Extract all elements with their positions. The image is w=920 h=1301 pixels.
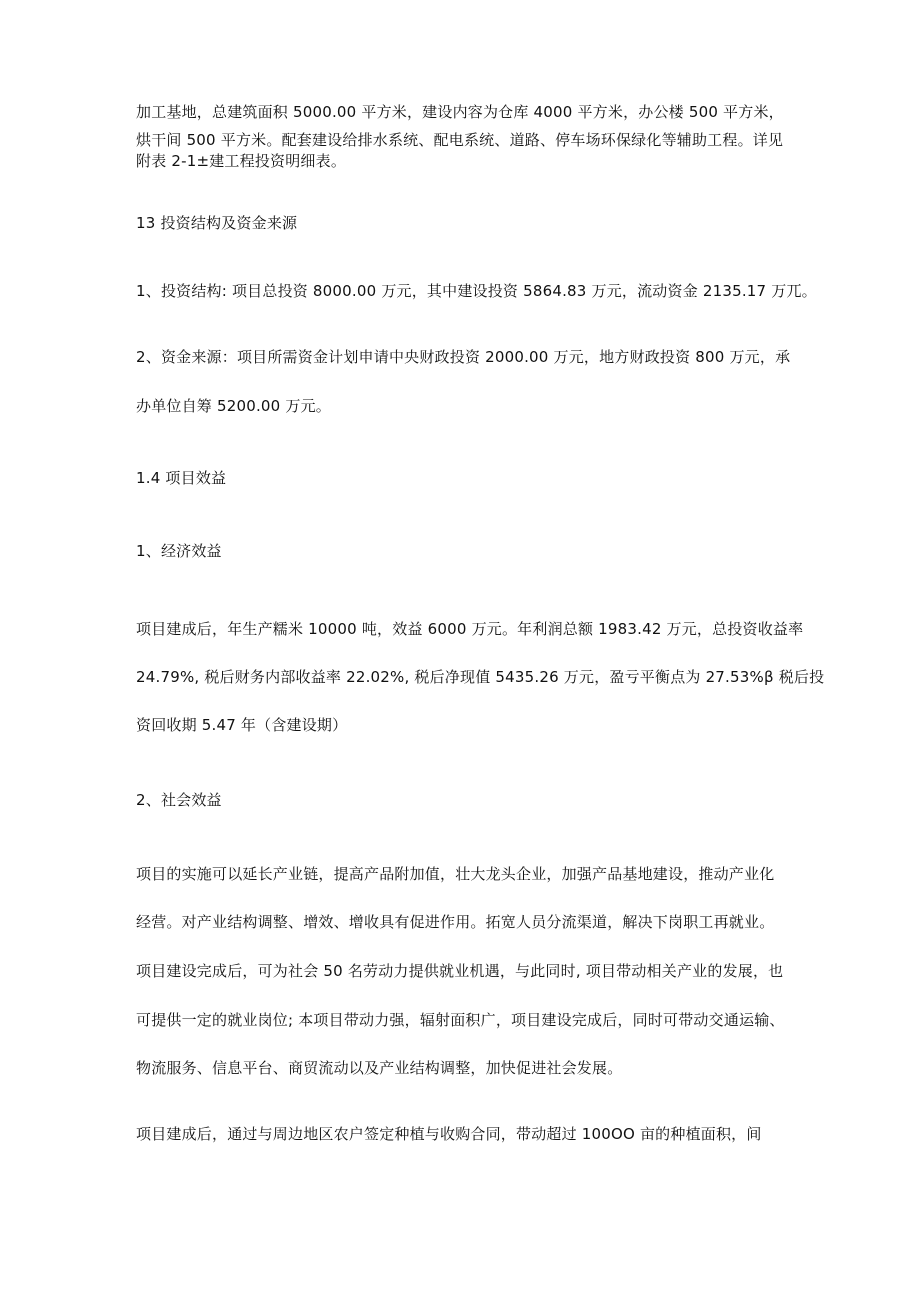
economic-benefit-line-1: 项目建成后，年生产糯米 10000 吨，效益 6000 万元。年利润总额 1983.42 万元，总投资收益率 xyxy=(136,620,804,638)
social-benefit-line-2: 经营。对产业结构调整、增效、增收具有促进作用。拓宽人员分流渠道，解决下岗职工再就业。 xyxy=(136,913,775,931)
intro-line-1: 加工基地，总建筑面积 5000.00 平方米，建设内容为仓库 4000 平方米，办公楼 500 平方米， xyxy=(136,103,784,121)
intro-line-3: 附表 2-1±建工程投资明细表。 xyxy=(136,152,347,170)
investment-structure-paragraph: 1、投资结构: 项目总投资 8000.00 万元，其中建设投资 5864.83 万元，流动资金 2135.17 万兀。 xyxy=(136,282,817,300)
section-1-3-heading: 13 投资结构及资金来源 xyxy=(136,214,298,232)
funding-source-line-2: 办单位自筹 5200.00 万元。 xyxy=(136,397,331,415)
intro-line-2: 烘干间 500 平方米。配套建设给排水系统、配电系统、道路、停车场环保绿化等辅助工程。详见 xyxy=(136,131,784,149)
economic-benefit-line-2: 24.79%, 税后财务内部收益率 22.02%, 税后净现值 5435.26 万元，盈亏平衡点为 27.53%β 税后投 xyxy=(136,668,825,686)
social-benefit-line-5: 物流服务、信息平台、商贸流动以及产业结构调整，加快促进社会发展。 xyxy=(136,1059,623,1077)
social-benefit-line-1: 项目的实施可以延长产业链，提高产品附加值，壮大龙头企业，加强产品基地建设，推动产业化 xyxy=(136,865,775,883)
funding-source-line-1: 2、资金来源：项目所需资金计划申请中央财政投资 2000.00 万元，地方财政投资 800 万元，承 xyxy=(136,348,791,366)
economic-benefit-line-3: 资回收期 5.47 年（含建设期） xyxy=(136,716,348,734)
section-1-4-heading: 1.4 项目效益 xyxy=(136,469,227,487)
social-benefit-line-4: 可提供一定的就业岗位; 本项目带动力强，辐射面积广，项目建设完成后，同时可带动交通运输、 xyxy=(136,1011,785,1029)
economic-benefit-heading: 1、经济效益 xyxy=(136,542,222,560)
last-paragraph-line: 项目建成后，通过与周边地区农户签定种植与收购合同，带动超过 100OO 亩的种植面积，间 xyxy=(136,1125,762,1143)
social-benefit-heading: 2、社会效益 xyxy=(136,791,222,809)
social-benefit-line-3: 项目建设完成后，可为社会 50 名劳动力提供就业机遇，与此同时, 项目带动相关产业的发展，也 xyxy=(136,962,784,980)
